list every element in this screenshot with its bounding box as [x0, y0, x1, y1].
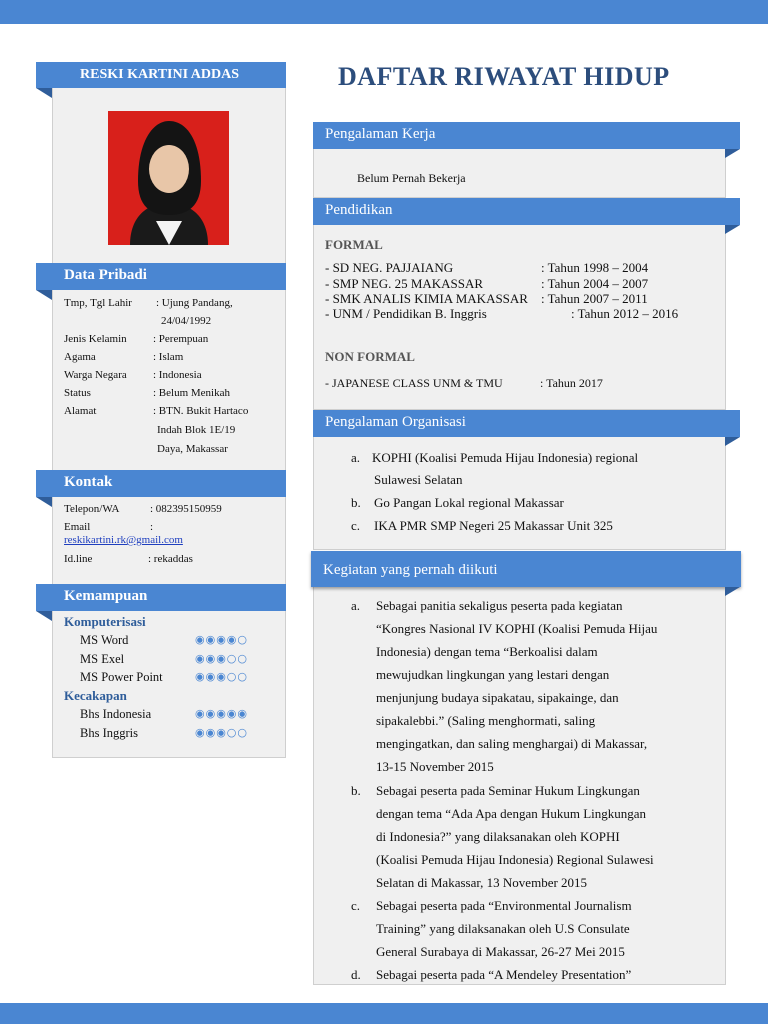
page-title: DAFTAR RIWAYAT HIDUP	[338, 62, 670, 91]
line: mengingatkan, dan saling menghargai) di Makassar,	[376, 736, 648, 751]
edu-school: - SMK ANALIS KIMIA MAKASSAR	[325, 291, 528, 306]
rating-dots: ◉◉◉◉○	[195, 633, 248, 646]
section-kegiatan: Kegiatan yang pernah diikuti	[311, 551, 741, 587]
banner-fold	[36, 611, 52, 621]
skill-ppt: MS Power Point ◉◉◉○○	[80, 670, 248, 684]
line: Selatan di Makassar, 13 November 2015	[376, 875, 588, 890]
line: Sebagai panitia sekaligus peserta pada kegiatan	[376, 598, 623, 613]
top-bar	[0, 0, 768, 24]
org-item: Sulawesi Selatan	[374, 472, 463, 487]
formal-label: FORMAL	[325, 237, 383, 252]
rating-dots: ◉◉◉◉◉	[195, 707, 248, 720]
edu-school: - UNM / Pendidikan B. Inggris	[325, 306, 487, 321]
line: General Surabaya di Makassar, 26-27 Mei 2015	[376, 944, 625, 959]
profile-photo	[108, 111, 229, 245]
bottom-bar	[0, 1003, 768, 1024]
skill-bhs-indonesia: Bhs Indonesia ◉◉◉◉◉	[80, 707, 248, 721]
skill-word: MS Word ◉◉◉◉○	[80, 633, 248, 647]
line: Indonesia) dengan tema “Berkoalisi dalam	[376, 644, 598, 659]
section-kemampuan: Kemampuan	[36, 584, 286, 611]
email-link[interactable]: reskikartini.rk@gmail.com	[64, 534, 183, 546]
org-label: a.	[351, 450, 361, 465]
section-pengalaman-organisasi: Pengalaman Organisasi	[313, 410, 740, 437]
banner-fold	[725, 149, 740, 158]
org-item: Go Pangan Lokal regional Makassar	[374, 495, 564, 510]
nonformal-school: - JAPANESE CLASS UNM & TMU	[325, 376, 503, 390]
banner-fold	[725, 587, 740, 596]
banner-fold	[36, 290, 52, 300]
section-kontak: Kontak	[36, 470, 286, 497]
nonformal-year: : Tahun 2017	[540, 376, 603, 390]
banner-fold	[36, 88, 52, 98]
line: di Indonesia?” yang dilaksanakan oleh KOPHI	[376, 829, 620, 844]
line: Sebagai peserta pada Seminar Hukum Lingkungan	[376, 783, 640, 798]
rating-dots: ◉◉◉○○	[195, 670, 248, 683]
banner-fold	[725, 225, 740, 234]
line: (Koalisi Pemuda Hijau Indonesia) Regional Sulawesi	[376, 852, 654, 867]
section-data-pribadi: Data Pribadi	[36, 263, 286, 290]
line: Training” yang dilaksanakan oleh U.S Consulate	[376, 921, 630, 936]
work-text: Belum Pernah Bekerja	[357, 171, 466, 185]
line: menjunjung budaya sipakatau, sipakainge, dan	[376, 690, 619, 705]
kecakapan-title: Kecakapan	[64, 688, 127, 703]
org-label: c.	[351, 518, 361, 533]
line: Sebagai peserta pada “Environmental Journalism	[376, 898, 632, 913]
line: “Kongres Nasional IV KOPHI (Koalisi Pemuda Hijau	[376, 621, 658, 636]
edu-school: - SD NEG. PAJJAIANG	[325, 260, 454, 275]
edu-year: : Tahun 2004 – 2007	[541, 276, 649, 291]
name-banner: RESKI KARTINI ADDAS	[36, 62, 286, 88]
section-pengalaman-kerja: Pengalaman Kerja	[313, 122, 740, 149]
line: Sebagai peserta pada “A Mendeley Presentation”	[376, 967, 632, 982]
rating-dots: ◉◉◉○○	[195, 726, 248, 739]
edu-year: : Tahun 2007 – 2011	[541, 291, 648, 306]
komputerisasi-title: Komputerisasi	[64, 614, 146, 629]
nonformal-label: NON FORMAL	[325, 349, 415, 364]
banner-fold	[725, 437, 740, 446]
banner-fold	[36, 497, 52, 507]
edu-school: - SMP NEG. 25 MAKASSAR	[325, 276, 484, 291]
org-item: KOPHI (Koalisi Pemuda Hijau Indonesia) regional	[372, 450, 639, 465]
rating-dots: ◉◉◉○○	[195, 652, 248, 665]
line: sipakalebbi.” (Saling menghormati, saling	[376, 713, 596, 728]
section-pendidikan: Pendidikan	[313, 198, 740, 225]
org-item: IKA PMR SMP Negeri 25 Makassar Unit 325	[374, 518, 613, 533]
edu-year: : Tahun 2012 – 2016	[571, 306, 679, 321]
line: 13-15 November 2015	[376, 759, 494, 774]
edu-year: : Tahun 1998 – 2004	[541, 260, 649, 275]
skill-excel: MS Exel ◉◉◉○○	[80, 652, 248, 666]
line: dengan tema “Ada Apa dengan Hukum Lingkungan	[376, 806, 647, 821]
skill-bhs-inggris: Bhs Inggris ◉◉◉○○	[80, 726, 248, 740]
line: mewujudkan lingkungan yang lestari dengan	[376, 667, 610, 682]
org-label: b.	[351, 495, 361, 510]
